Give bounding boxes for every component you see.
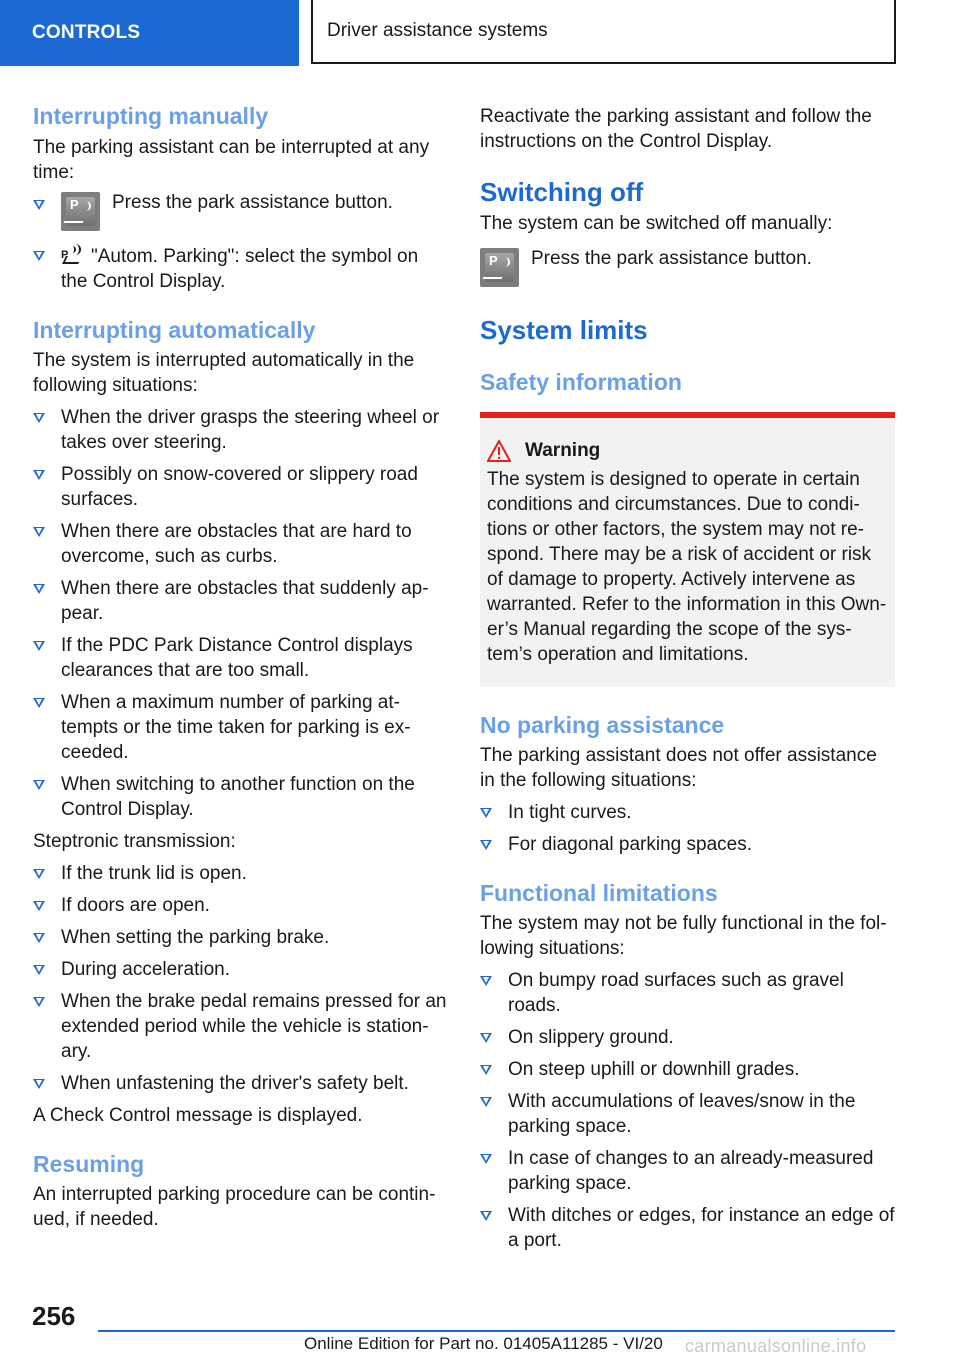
switch-off-button-text: Press the park assistance button. <box>531 248 812 269</box>
list-item: When switching to another function on the Control Display. <box>33 772 448 822</box>
bullet-triangle-icon <box>33 965 45 975</box>
heading-system-limits: System limits <box>480 315 648 345</box>
footer-divider <box>98 1330 895 1332</box>
list-item: For diagonal parking spaces. <box>480 832 895 857</box>
bullet-triangle-icon <box>33 413 45 423</box>
footer-edition: Online Edition for Part no. 01405A11285 - VI/20 <box>304 1334 663 1353</box>
list-item-text: Press the park assistance button. <box>112 192 393 213</box>
bullet-triangle-icon <box>480 1065 492 1075</box>
bullet-triangle-icon <box>33 251 45 261</box>
right-column <box>480 104 895 1253</box>
bullet-triangle-icon <box>480 1154 492 1164</box>
check-control-note: A Check Control message is displayed. <box>33 1105 363 1126</box>
list-item-text: "Autom. Parking": select the symbol on the Control Display. <box>61 246 419 292</box>
functional-list <box>480 968 895 1253</box>
auto-list <box>33 405 448 822</box>
bullet-triangle-icon <box>480 808 492 818</box>
heading-safety-information: Safety information <box>480 369 682 395</box>
page-header <box>0 0 960 66</box>
list-item: In tight curves. <box>480 800 895 825</box>
list-item: When unfastening the driver's safety belt. <box>33 1071 448 1096</box>
bullet-triangle-icon <box>480 1211 492 1221</box>
list-item: If doors are open. <box>33 893 448 918</box>
bullet-triangle-icon <box>33 584 45 594</box>
switch-off-button-row <box>480 248 895 287</box>
warning-triangle-icon <box>487 440 511 462</box>
list-item: With accumulations of leaves/snow in the parking space. <box>480 1089 895 1139</box>
list-item: When setting the parking brake. <box>33 925 448 950</box>
bullet-triangle-icon <box>33 470 45 480</box>
heading-interrupting-manually: Interrupting manually <box>33 103 269 129</box>
list-item: With ditches or edges, for instance an edge of a port. <box>480 1203 895 1253</box>
bullet-triangle-icon <box>33 933 45 943</box>
list-item: On slippery ground. <box>480 1025 895 1050</box>
park-assist-button-icon: P <box>480 248 519 287</box>
list-item <box>33 243 448 294</box>
list-item: When a maximum number of parking at‐tempts or the time taken for parking is ex‐ceeded. <box>33 690 448 765</box>
warning-title-row <box>487 438 887 463</box>
bullet-triangle-icon <box>480 1097 492 1107</box>
manual-intro: The parking assistant can be interrupted at any time: <box>33 137 430 183</box>
no-assist-list <box>480 800 895 857</box>
bullet-triangle-icon <box>33 527 45 537</box>
bullet-triangle-icon <box>33 698 45 708</box>
list-item: Possibly on snow-covered or slippery road surfaces. <box>33 462 448 512</box>
bullet-triangle-icon <box>33 200 45 210</box>
bullet-triangle-icon <box>33 997 45 1007</box>
watermark: carmanualsonline.info <box>685 1336 867 1356</box>
heading-resuming: Resuming <box>33 1151 145 1177</box>
list-item: If the trunk lid is open. <box>33 861 448 886</box>
switching-off-intro: The system can be switched off manually: <box>480 213 833 234</box>
list-item: When there are obstacles that suddenly ap‐pear. <box>33 576 448 626</box>
list-item: When the driver grasps the steering wheel or takes over steering. <box>33 405 448 455</box>
list-item: During acceleration. <box>33 957 448 982</box>
list-item: On steep uphill or downhill grades. <box>480 1057 895 1082</box>
bullet-triangle-icon <box>480 976 492 986</box>
heading-switching-off: Switching off <box>480 177 644 207</box>
list-item: On bumpy road surfaces such as gravel roads. <box>480 968 895 1018</box>
steptronic-list <box>33 861 448 1096</box>
page-number: 256 <box>32 1301 76 1331</box>
functional-intro: The system may not be fully functional in the fol‐lowing situations: <box>480 913 887 959</box>
chapter-title: Driver assistance systems <box>311 0 896 64</box>
bullet-triangle-icon <box>480 1033 492 1043</box>
bullet-triangle-icon <box>480 840 492 850</box>
heading-functional-limitations: Functional limitations <box>480 880 718 906</box>
list-item: When the brake pedal remains pressed for an extended period while the vehicle is station‐ary. <box>33 989 448 1064</box>
bullet-triangle-icon <box>33 780 45 790</box>
list-item: If the PDC Park Distance Control displays clearances that are too small. <box>33 633 448 683</box>
bullet-triangle-icon <box>33 1079 45 1089</box>
list-item <box>33 192 448 231</box>
steptronic-label: Steptronic transmission: <box>33 831 236 852</box>
bullet-triangle-icon <box>33 901 45 911</box>
park-assist-button-icon: P <box>61 192 100 231</box>
heading-interrupting-automatically: Interrupting automatically <box>33 317 316 343</box>
manual-list <box>33 192 448 294</box>
reactivate-text: Reactivate the parking assistant and follow the instructions on the Control Display. <box>480 106 872 152</box>
auto-intro: The system is interrupted automatically in the following situations: <box>33 350 415 396</box>
heading-no-parking-assistance: No parking assistance <box>480 712 725 738</box>
section-tab: CONTROLS <box>0 0 299 66</box>
left-column <box>33 100 448 1232</box>
bullet-triangle-icon <box>33 641 45 651</box>
list-item: In case of changes to an already-measured parking space. <box>480 1146 895 1196</box>
bullet-triangle-icon <box>33 869 45 879</box>
list-item: When there are obstacles that are hard to overcome, such as curbs. <box>33 519 448 569</box>
warning-title: Warning <box>525 440 601 461</box>
warning-text: The system is designed to operate in certain conditions and circumstances. Due to condi‐tions or other factors, the system may not re‐spond. There may be a risk of accident or risk of damage to property. Actively intervene as warranted. Refer to the information in this Own‐er’s Manual regarding the scope of the sys‐tem’s operation and limitations. <box>487 469 887 665</box>
no-assist-intro: The parking assistant does not offer assistance in the following situations: <box>480 745 877 791</box>
park-assist-symbol-icon: P <box>61 243 83 265</box>
warning-box <box>480 412 895 687</box>
resuming-text: An interrupted parking procedure can be contin‐ued, if needed. <box>33 1184 436 1230</box>
